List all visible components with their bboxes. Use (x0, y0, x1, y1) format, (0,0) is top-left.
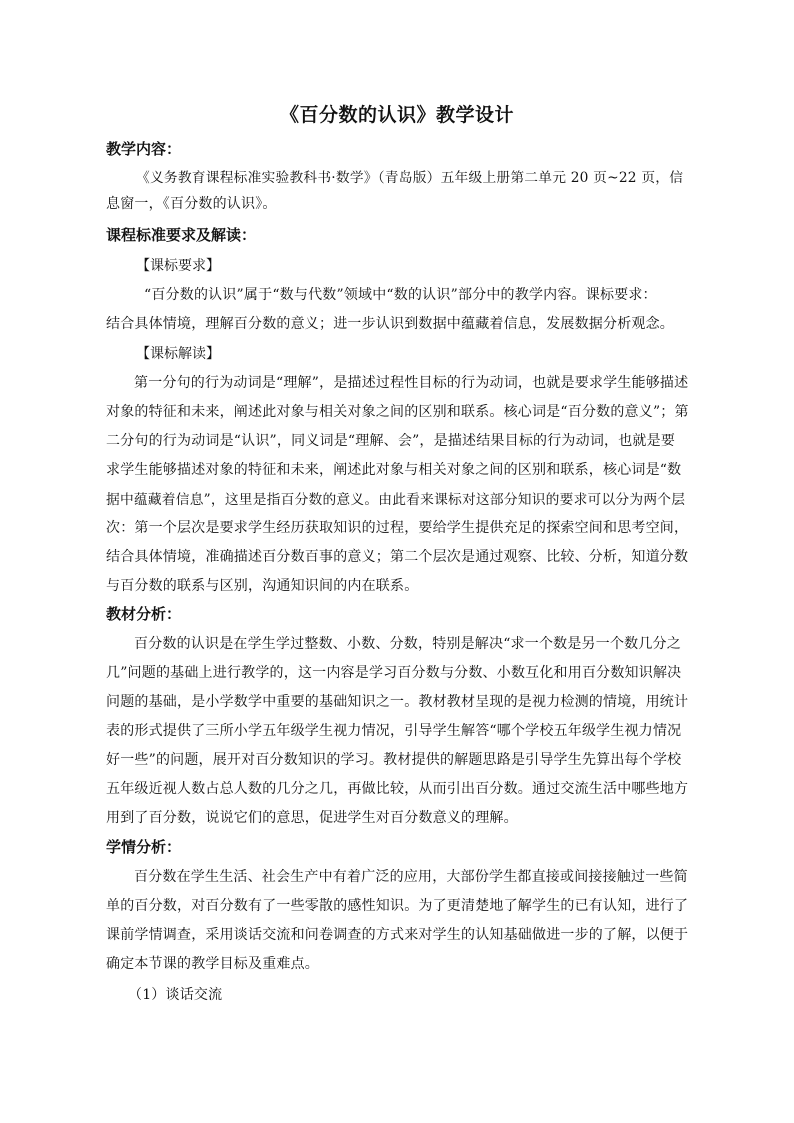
learner-line-3: 课前学情调查，采用谈话交流和问卷调查的方式来对学生的认知基础做进一步的了解，以便于 (106, 927, 689, 943)
interpretation-line-4: 求学生能够描述对象的特征和未来，阐述此对象与相关对象之间的区别和联系，核心词是“数 (106, 462, 682, 478)
interpretation-line-7: 结合具体情境，准确描述百分数百事的意义；第二个层次是通过观察、比较、分析，知道分数 (106, 549, 689, 565)
requirement-line-2: 结合具体情境，理解百分数的意义；进一步认识到数据中蕴藏着信息，发展数据分析观念。 (106, 316, 674, 332)
heading-textbook-analysis: 教材分析： (106, 605, 182, 623)
heading-learner-analysis: 学情分析： (106, 838, 182, 856)
textbook-line-5: 好一些”的问题，展开对百分数知识的学习。教材提供的解题思路是引导学生先算出每个学校 (106, 752, 682, 768)
tag-standard-requirements: 【课标要求】 (136, 258, 220, 274)
interpretation-line-2: 对象的特征和未来，阐述此对象与相关对象之间的区别和联系。核心词是“百分数的意义”；第 (106, 404, 689, 420)
textbook-line-1: 百分数的认识是在学生学过整数、小数、分数，特别是解决“求一个数是另一个数几分之 (134, 636, 681, 652)
tag-standard-interpretation: 【课标解读】 (136, 346, 220, 362)
interpretation-line-5: 据中蕴藏着信息”，这里是指百分数的意义。由此看来课标对这部分知识的要求可以分为两个层 (106, 492, 686, 508)
learner-line-1: 百分数在学生生活、社会生产中有着广泛的应用，大部份学生都直接或间接接触过一些简 (134, 869, 688, 885)
learner-line-4: 确定本节课的教学目标及重难点。 (106, 956, 319, 972)
heading-curriculum-standards: 课程标准要求及解读： (106, 226, 257, 244)
textbook-line-6: 五年级近视人数占总人数的几分之几，再做比较，从而引出百分数。通过交流生活中哪些地方 (106, 781, 689, 797)
interpretation-line-8: 与百分数的联系与区别，沟通知识间的内在联系。 (106, 578, 419, 594)
textbook-line-2: 几”问题的基础上进行教学的，这一内容是学习百分数与分数、小数互化和用百分数知识解决 (106, 665, 682, 681)
interpretation-line-6: 次：第一个层次是要求学生经历获取知识的过程，要给学生提供充足的探索空间和思考空间， (106, 520, 689, 536)
heading-teaching-content: 教学内容： (106, 140, 182, 158)
document-title: 《百分数的认识》教学设计 (279, 104, 514, 126)
interpretation-line-1: 第一分句的行为动词是“理解”，是描述过程性目标的行为动词，也就是要求学生能够描述 (134, 375, 689, 391)
learner-item-talk: （1）谈话交流 (128, 987, 223, 1003)
textbook-line-3: 问题的基础，是小学数学中重要的基础知识之一。教材教材呈现的是视力检测的情境，用统计 (106, 694, 689, 710)
requirement-line-1: “百分数的认识”属于“数与代数”领域中“数的认识”部分中的教学内容。课标要求： (144, 287, 657, 303)
learner-line-2: 单的百分数，对百分数有了一些零散的感性知识。为了更清楚地了解学生的已有认知，进行了 (106, 898, 689, 914)
textbook-line-7: 用到了百分数，说说它们的意思，促进学生对百分数意义的理解。 (106, 810, 518, 826)
content-line-2: 息窗一，《百分数的认识》。 (106, 196, 277, 212)
interpretation-line-3: 二分句的行为动词是“认识”，同义词是“理解、会”，是描述结果目标的行为动词，也就是要 (106, 433, 676, 449)
textbook-line-4: 表的形式提供了三所小学五年级学生视力情况，引导学生解答“哪个学校五年级学生视力情况 (106, 723, 682, 739)
content-line-1: 《义务教育课程标准实验教科书·数学》（青岛版）五年级上册第二单元 20 页~22 页，信 (136, 170, 684, 186)
